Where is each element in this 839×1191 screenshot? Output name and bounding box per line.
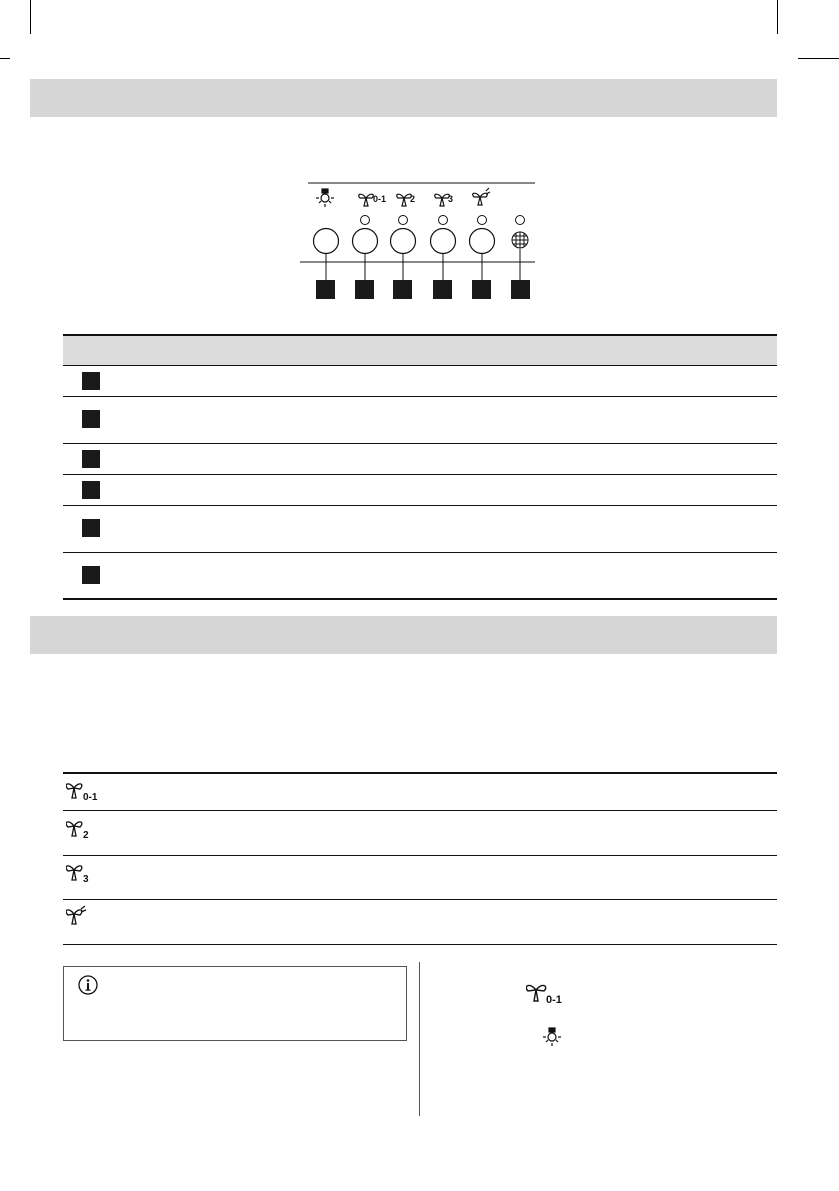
fan-boost-icon — [473, 188, 490, 205]
speed-row-label-2: 2 — [83, 830, 89, 841]
speed-row-label-0-1: 0-1 — [83, 792, 98, 803]
panel-marker-6 — [511, 280, 530, 299]
fan-speed-2-button — [391, 229, 416, 254]
table-row-divider — [63, 474, 777, 475]
fan-speed-3-icon — [66, 861, 106, 885]
fan-speed-0-1-button — [353, 229, 378, 254]
speed-label-2: 2 — [410, 194, 416, 204]
table-row-divider — [63, 505, 777, 506]
table-marker-6 — [82, 566, 100, 584]
info-note-box — [63, 966, 407, 1041]
inline-speed-label-0-1: 0-1 — [546, 994, 562, 1006]
control-panel-svg — [300, 182, 540, 300]
led-indicator-3 — [439, 216, 448, 225]
led-indicator-2 — [399, 216, 408, 225]
section-header-bar-1 — [30, 79, 777, 117]
table-bottom-border — [63, 598, 777, 600]
speed-table-top-border — [63, 772, 777, 774]
light-button — [314, 229, 339, 254]
fan-boost-icon — [66, 905, 96, 929]
crop-mark-top-right — [777, 0, 778, 34]
speed-label-0-1: 0-1 — [373, 194, 387, 204]
led-indicator-1 — [361, 216, 370, 225]
info-icon — [76, 973, 100, 997]
panel-marker-1 — [316, 280, 335, 299]
table-marker-5 — [82, 519, 100, 537]
light-icon — [316, 189, 334, 207]
table-marker-4 — [82, 481, 100, 499]
fan-speed-3-button — [431, 229, 456, 254]
fan-speed-0-1-icon — [526, 980, 574, 1006]
crop-mark-top-left — [30, 0, 31, 34]
table-marker-2 — [82, 410, 100, 428]
table-row-divider — [63, 855, 777, 856]
speed-row-label-3: 3 — [83, 874, 89, 885]
crop-mark-left — [0, 58, 10, 59]
fan-speed-0-1-icon — [66, 779, 106, 803]
panel-marker-4 — [433, 280, 452, 299]
section-header-bar-2 — [30, 616, 777, 654]
led-indicator-5 — [516, 216, 525, 225]
table-row-divider — [63, 552, 777, 553]
table-row-divider — [63, 443, 777, 444]
table-row-divider — [63, 365, 777, 366]
table-marker-1 — [82, 372, 100, 390]
panel-marker-5 — [472, 280, 491, 299]
panel-marker-2 — [355, 280, 374, 299]
fan-speed-0-1-icon — [359, 194, 374, 206]
control-panel-diagram — [300, 182, 540, 300]
table-row-divider — [63, 899, 777, 900]
filter-grid-icon — [512, 232, 528, 248]
column-divider — [419, 962, 420, 1116]
table-row-divider — [63, 944, 777, 945]
light-icon — [540, 1024, 564, 1048]
speed-label-3: 3 — [448, 194, 454, 204]
fan-boost-button — [470, 229, 495, 254]
fan-speed-2-icon — [66, 817, 106, 841]
crop-mark-right — [798, 58, 839, 59]
panel-marker-3 — [393, 280, 412, 299]
table-row-divider — [63, 396, 777, 397]
table-row-divider — [63, 810, 777, 811]
led-indicator-4 — [478, 216, 487, 225]
table-marker-3 — [82, 450, 100, 468]
control-table-header — [63, 334, 777, 366]
